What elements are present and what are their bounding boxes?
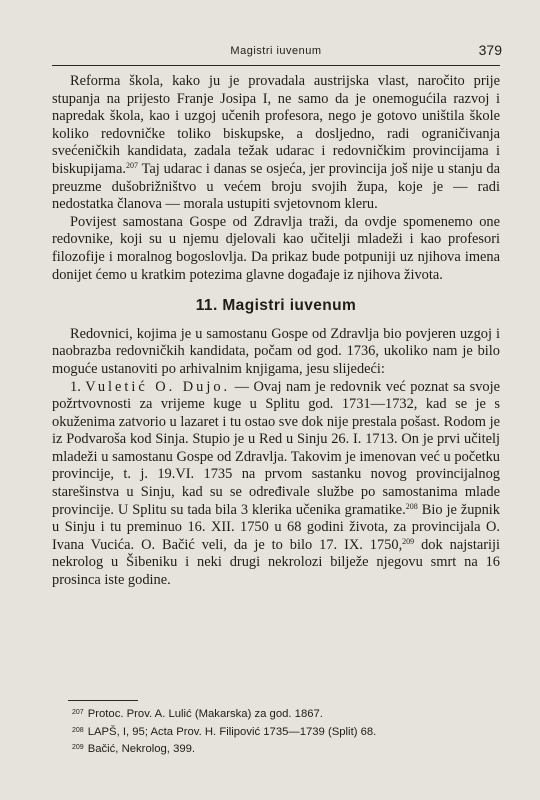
footnote-number: 209 [72,744,84,751]
footnote-ref-208: 208 [405,501,418,511]
footnote: $^{208}$ LAPŠ, I, 95; Acta Prov. H. Filipović 1735—1739 (Split) 68. [72,725,377,738]
paragraph-history: Povijest samostana Gospe od Zdravlja traži, da ovdje spomenemo one redovnike, koji su u njemu djelovali kao učitelji mladeži i kao profesori filozofije i moralnog bogoslovlja. Da prikaz bude potpuniji uz njihova imena donijet ćemo u kratkim potezima glavne događaje iz njihova života. [52,213,500,283]
footnotes [72,705,492,758]
footnote-number: 207 [72,709,84,716]
section-heading: 11. Magistri iuvenum [195,297,357,315]
paragraph-intro-list: Redovnici, kojima je u samostanu Gospe od Zdravlja bio povjeren uzgoj i naobrazba redovničkih kandidata, počam od god. 1736, ukoliko nam je bilo moguće ustanoviti po arhivalnim knjigama, jesu slijedeći: [52,325,500,377]
person-name: Vuletić O. Dujo. [85,378,231,395]
body-text [52,73,500,590]
footnote: $^{209}$ Bačić, Nekrolog, 399. [72,743,196,755]
paragraph-vuletic: 1. Vuletić O. Dujo. — Ovaj nam je redovnik već poznat sa svoje požrtvovnosti za vrijeme kuge u Splitu god. 1731—1732, kad se je s okuženima zatvorio u lazaret i tu ostao sve dok nije prestala pošast. Rodom je iz Podvaroša kod Sinja. Stupio je u Red u Sinju 26. I. 1713. On je prvi učitelj mladeži u samostanu Gospe od Zdravlja. Takovim je imenovan već u početku provincije, t. j. 19.VI. 1735 na prvom sastanku novog provincijalnog starešinstva u Sinju, kad su se određivale službe po samostanima mlade provincije. U Splitu su tada bila 3 klerika učenika gramatike.$^{208}$ Bio je župnik u Sinju i tu preminuo 16. XII. 1750 u 68 godini života, za provincijala O. Ivana Vucića. O. Bačić veli, da je to bilo 17. IX. 1750,$^{209}$ dok najstariji nekrolog u Šibeniku i neki drugi nekrolozi bilježe njegovu smrt na 16 prosinca iste godine. [52,378,500,589]
footnote: $^{207}$ Protoc. Prov. A. Lulić (Makarska) za god. 1867. [72,708,323,720]
header-rule [52,65,500,66]
footnote-number: 208 [72,726,84,734]
footnote-ref-209: 209 [402,536,415,546]
footnote-ref-207: 207 [125,160,138,170]
footnote-rule [68,700,138,701]
paragraph-school-reform: Reforma škola, kako ju je provadala austrijska vlast, naročito prije stupanja na prijesto Franje Josipa I, ne samo da je onemogućila razvoj i napredak škola, kao i uzgoj učenih profesora, nego je gotovo uništila škole koliko redovničke toliko biskupske, a dosljedno, radi ograničivanja svećeničkih kandidata, zadala težak udarac i redovničkim provincijama i biskupijama.$^{207}$ Taj udarac i danas se osjeća, jer provincija još nije u stanju da preuzme dušobrižništvo u većem broju svojih župa, koje je — radi nedostatka članova — morala ustupiti svjetovnom kleru. [52,73,500,213]
page-number: 379 [478,42,502,58]
running-head [52,42,500,62]
running-title: Magistri iuvenum [230,45,322,57]
